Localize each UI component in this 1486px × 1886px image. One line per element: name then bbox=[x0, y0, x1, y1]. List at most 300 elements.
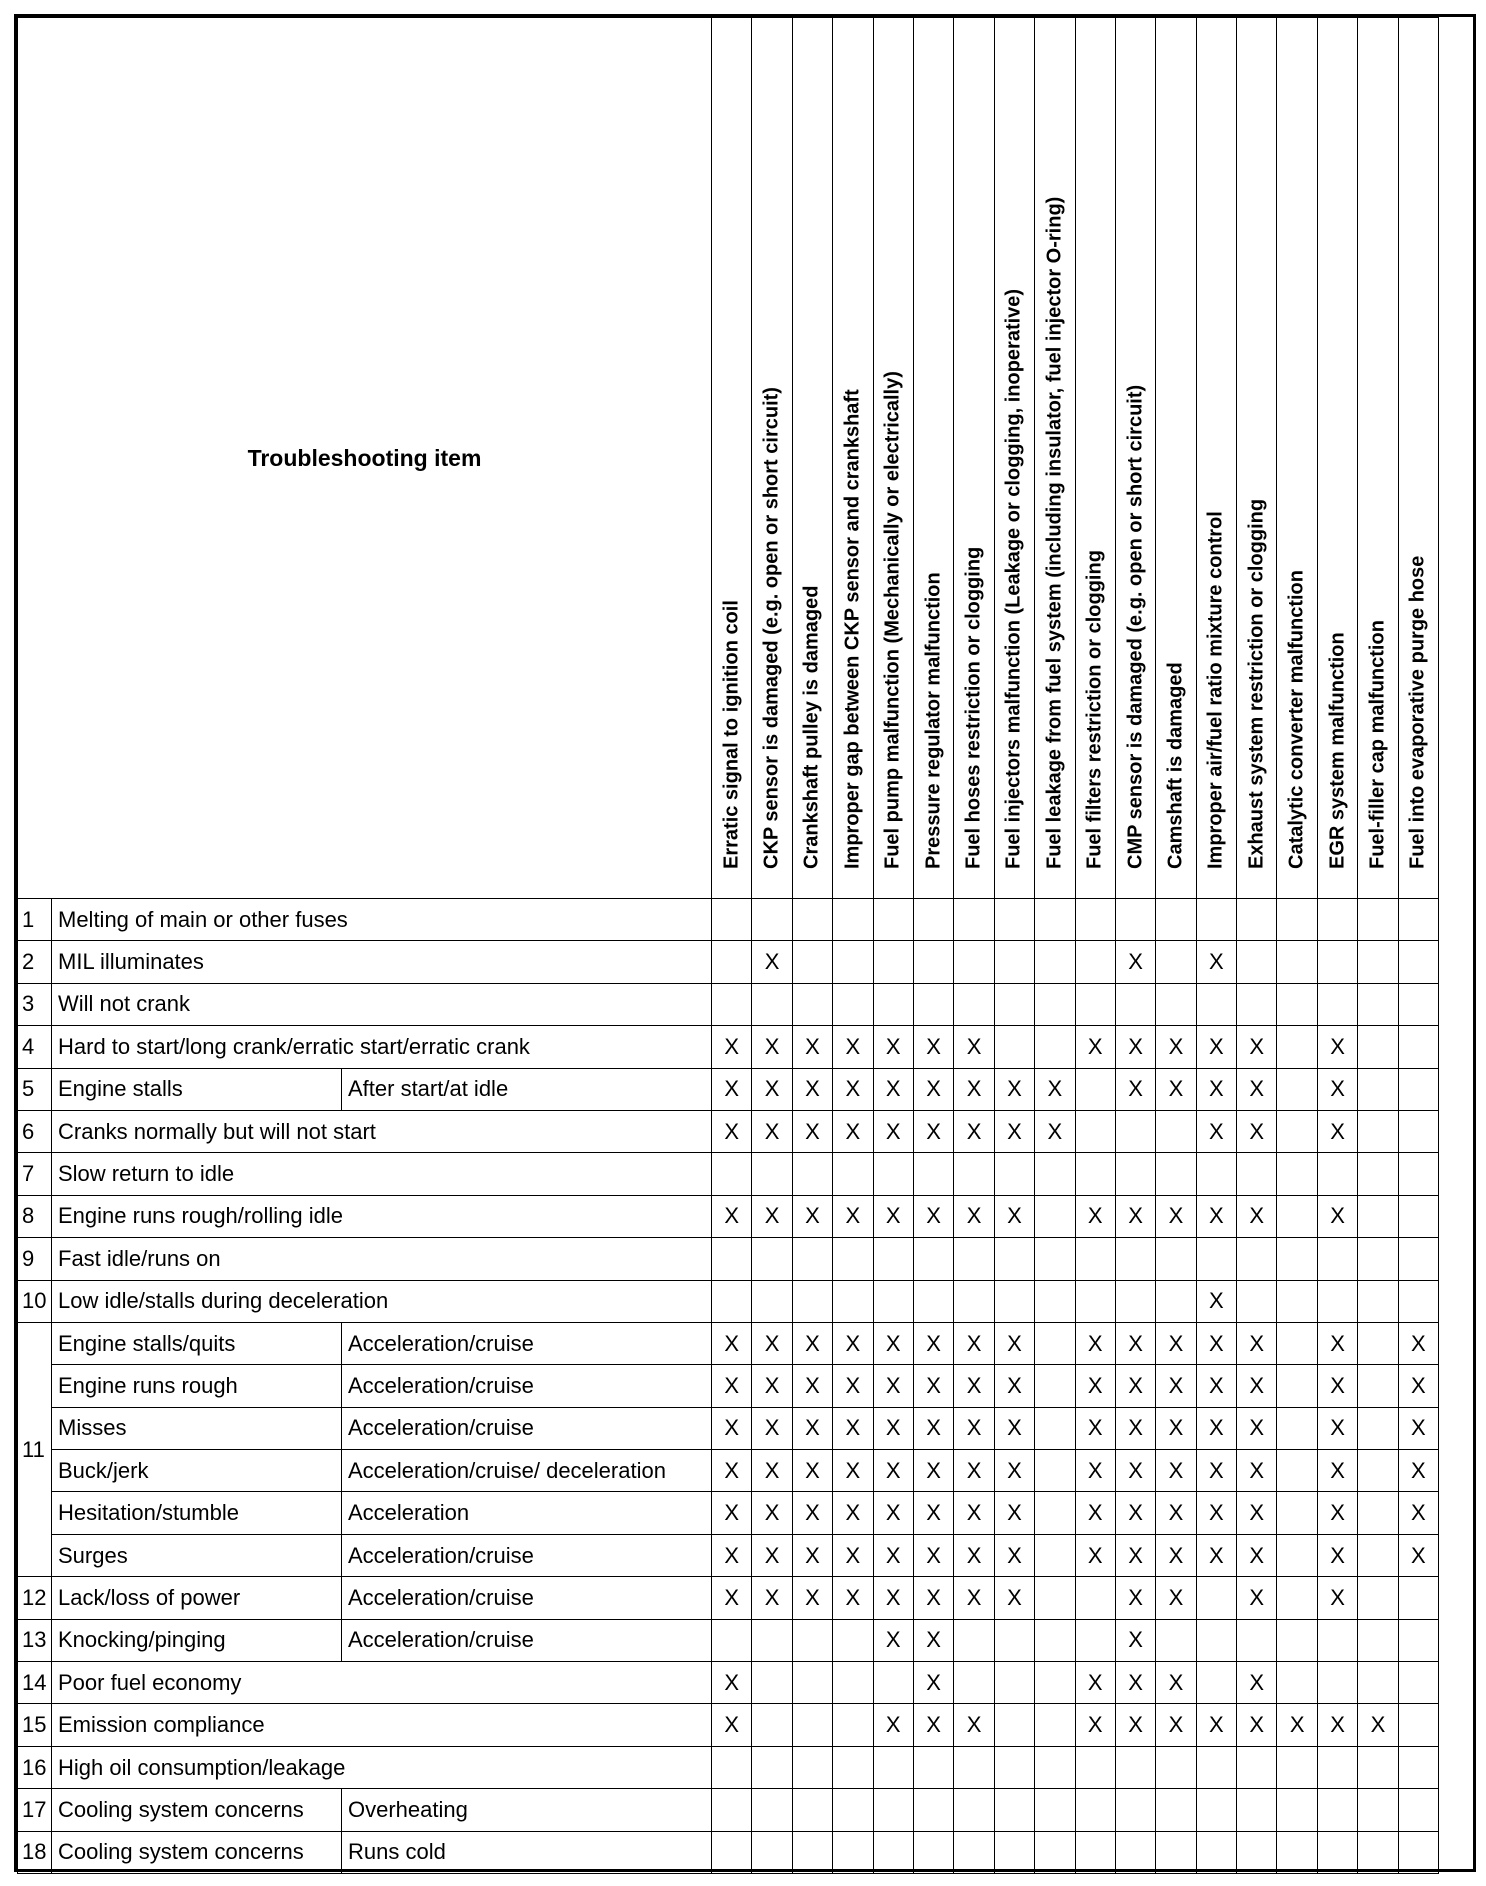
cause-mark: X bbox=[1237, 1704, 1277, 1746]
cause-mark: X bbox=[1196, 1110, 1236, 1152]
cause-mark: X bbox=[1398, 1450, 1438, 1492]
cause-header bbox=[913, 18, 953, 899]
cause-mark bbox=[873, 1789, 913, 1831]
troubleshooting-item: Lack/loss of power bbox=[52, 1577, 342, 1619]
cause-mark: X bbox=[1196, 1704, 1236, 1746]
cause-mark bbox=[792, 1153, 832, 1195]
cause-mark bbox=[1196, 1746, 1236, 1788]
cause-mark: X bbox=[1156, 1026, 1196, 1068]
cause-mark bbox=[1156, 1153, 1196, 1195]
cause-mark bbox=[954, 1831, 994, 1873]
cause-mark: X bbox=[1156, 1704, 1196, 1746]
cause-mark bbox=[873, 1831, 913, 1873]
troubleshooting-item-header: Troubleshooting item bbox=[18, 18, 712, 899]
item-condition: Acceleration/cruise bbox=[342, 1365, 712, 1407]
cause-mark bbox=[1115, 899, 1155, 941]
cause-mark: X bbox=[994, 1195, 1034, 1237]
cause-mark bbox=[1358, 1789, 1398, 1831]
item-condition: Runs cold bbox=[342, 1831, 712, 1873]
cause-mark bbox=[1277, 1153, 1317, 1195]
cause-mark: X bbox=[1317, 1534, 1357, 1576]
cause-mark: X bbox=[752, 1577, 792, 1619]
cause-mark bbox=[752, 899, 792, 941]
cause-mark bbox=[1277, 1450, 1317, 1492]
cause-header-label: Erratic signal to ignition coil bbox=[720, 600, 743, 869]
cause-mark: X bbox=[873, 1322, 913, 1364]
cause-mark: X bbox=[712, 1068, 752, 1110]
cause-mark: X bbox=[712, 1662, 752, 1704]
cause-mark: X bbox=[752, 1450, 792, 1492]
cause-mark: X bbox=[752, 941, 792, 983]
troubleshooting-item: Poor fuel economy bbox=[52, 1662, 712, 1704]
troubleshooting-item: Melting of main or other fuses bbox=[52, 899, 712, 941]
cause-mark bbox=[752, 1746, 792, 1788]
cause-header bbox=[1075, 18, 1115, 899]
cause-mark: X bbox=[1398, 1407, 1438, 1449]
cause-mark: X bbox=[712, 1577, 752, 1619]
cause-mark: X bbox=[994, 1492, 1034, 1534]
table-row bbox=[18, 1450, 1439, 1492]
cause-header-label: Fuel pump malfunction (Mechanically or electrically) bbox=[881, 371, 904, 869]
cause-mark bbox=[1115, 1110, 1155, 1152]
cause-mark bbox=[873, 941, 913, 983]
cause-mark bbox=[1035, 983, 1075, 1025]
cause-mark: X bbox=[1196, 1068, 1236, 1110]
item-condition: After start/at idle bbox=[342, 1068, 712, 1110]
cause-mark bbox=[752, 1704, 792, 1746]
cause-mark bbox=[1398, 1026, 1438, 1068]
cause-mark: X bbox=[712, 1195, 752, 1237]
cause-mark bbox=[1035, 1619, 1075, 1661]
cause-mark bbox=[1237, 1153, 1277, 1195]
cause-mark: X bbox=[1237, 1322, 1277, 1364]
cause-mark bbox=[1358, 1068, 1398, 1110]
cause-mark bbox=[1237, 983, 1277, 1025]
troubleshooting-item: Hard to start/long crank/erratic start/erratic crank bbox=[52, 1026, 712, 1068]
cause-mark: X bbox=[1358, 1704, 1398, 1746]
troubleshooting-item: Cooling system concerns bbox=[52, 1789, 342, 1831]
cause-mark: X bbox=[712, 1407, 752, 1449]
troubleshooting-item: Cooling system concerns bbox=[52, 1831, 342, 1873]
cause-mark bbox=[833, 941, 873, 983]
cause-mark bbox=[1398, 899, 1438, 941]
cause-mark bbox=[873, 1280, 913, 1322]
cause-mark bbox=[1156, 1789, 1196, 1831]
cause-mark bbox=[1156, 1280, 1196, 1322]
cause-mark: X bbox=[1196, 1365, 1236, 1407]
cause-mark bbox=[833, 1831, 873, 1873]
cause-mark bbox=[954, 1746, 994, 1788]
cause-mark bbox=[1277, 1577, 1317, 1619]
cause-mark bbox=[1398, 1619, 1438, 1661]
cause-mark bbox=[1156, 983, 1196, 1025]
cause-mark bbox=[1075, 1619, 1115, 1661]
row-number: 2 bbox=[18, 941, 52, 983]
cause-mark bbox=[1035, 1195, 1075, 1237]
cause-mark bbox=[752, 1789, 792, 1831]
table-row bbox=[18, 1534, 1439, 1576]
cause-mark bbox=[752, 1238, 792, 1280]
cause-mark: X bbox=[873, 1026, 913, 1068]
cause-mark bbox=[1237, 899, 1277, 941]
cause-header-label: Fuel into evaporative purge hose bbox=[1406, 555, 1429, 869]
cause-mark: X bbox=[1115, 1450, 1155, 1492]
cause-mark bbox=[712, 1831, 752, 1873]
cause-mark bbox=[1035, 941, 1075, 983]
cause-header bbox=[1196, 18, 1236, 899]
row-number: 10 bbox=[18, 1280, 52, 1322]
troubleshooting-item: High oil consumption/leakage bbox=[52, 1746, 712, 1788]
cause-mark: X bbox=[1237, 1534, 1277, 1576]
cause-mark: X bbox=[1156, 1577, 1196, 1619]
cause-mark: X bbox=[712, 1534, 752, 1576]
row-number: 8 bbox=[18, 1195, 52, 1237]
cause-mark bbox=[1358, 1577, 1398, 1619]
cause-mark: X bbox=[1115, 1322, 1155, 1364]
cause-mark bbox=[994, 1153, 1034, 1195]
cause-mark bbox=[954, 1280, 994, 1322]
cause-mark bbox=[1075, 983, 1115, 1025]
cause-mark bbox=[994, 1704, 1034, 1746]
cause-mark bbox=[1398, 1280, 1438, 1322]
cause-header-label: Catalytic converter malfunction bbox=[1285, 570, 1308, 869]
cause-header bbox=[1156, 18, 1196, 899]
cause-mark bbox=[1035, 1026, 1075, 1068]
cause-header bbox=[1317, 18, 1357, 899]
cause-mark bbox=[1358, 1534, 1398, 1576]
cause-mark bbox=[1196, 1831, 1236, 1873]
cause-mark: X bbox=[792, 1534, 832, 1576]
row-number: 7 bbox=[18, 1153, 52, 1195]
cause-mark: X bbox=[1156, 1195, 1196, 1237]
cause-mark bbox=[1156, 899, 1196, 941]
cause-mark bbox=[792, 983, 832, 1025]
cause-mark bbox=[1035, 899, 1075, 941]
cause-mark bbox=[1156, 1831, 1196, 1873]
cause-mark: X bbox=[1196, 941, 1236, 983]
cause-header bbox=[1237, 18, 1277, 899]
cause-mark bbox=[1277, 1026, 1317, 1068]
cause-mark: X bbox=[994, 1407, 1034, 1449]
item-condition: Acceleration/cruise bbox=[342, 1577, 712, 1619]
cause-mark: X bbox=[792, 1577, 832, 1619]
cause-mark: X bbox=[792, 1195, 832, 1237]
cause-mark bbox=[1398, 1068, 1438, 1110]
troubleshooting-item: Cranks normally but will not start bbox=[52, 1110, 712, 1152]
cause-header bbox=[1277, 18, 1317, 899]
cause-mark bbox=[1277, 1619, 1317, 1661]
cause-mark: X bbox=[954, 1534, 994, 1576]
cause-mark bbox=[1075, 1831, 1115, 1873]
cause-mark: X bbox=[1115, 1068, 1155, 1110]
cause-mark: X bbox=[1075, 1407, 1115, 1449]
row-number: 17 bbox=[18, 1789, 52, 1831]
cause-mark bbox=[1277, 1110, 1317, 1152]
row-number: 6 bbox=[18, 1110, 52, 1152]
cause-mark bbox=[1358, 1238, 1398, 1280]
cause-mark: X bbox=[1156, 1450, 1196, 1492]
cause-mark: X bbox=[1317, 1322, 1357, 1364]
cause-mark: X bbox=[752, 1322, 792, 1364]
cause-mark bbox=[1358, 1280, 1398, 1322]
cause-mark bbox=[1075, 899, 1115, 941]
cause-header bbox=[994, 18, 1034, 899]
cause-mark bbox=[1035, 1322, 1075, 1364]
cause-mark: X bbox=[873, 1534, 913, 1576]
cause-mark bbox=[1358, 1492, 1398, 1534]
cause-mark bbox=[1398, 1789, 1438, 1831]
row-number: 11 bbox=[18, 1322, 52, 1576]
cause-mark: X bbox=[712, 1450, 752, 1492]
item-condition: Acceleration/cruise/ deceleration bbox=[342, 1450, 712, 1492]
cause-mark: X bbox=[954, 1195, 994, 1237]
cause-header bbox=[873, 18, 913, 899]
cause-mark: X bbox=[1317, 1026, 1357, 1068]
cause-mark bbox=[1035, 1153, 1075, 1195]
cause-mark: X bbox=[994, 1365, 1034, 1407]
cause-mark bbox=[873, 1746, 913, 1788]
cause-mark: X bbox=[1075, 1195, 1115, 1237]
row-number: 18 bbox=[18, 1831, 52, 1873]
cause-mark: X bbox=[1237, 1577, 1277, 1619]
cause-mark bbox=[1115, 983, 1155, 1025]
cause-mark: X bbox=[1398, 1534, 1438, 1576]
row-number: 14 bbox=[18, 1662, 52, 1704]
cause-mark bbox=[833, 1789, 873, 1831]
row-number: 3 bbox=[18, 983, 52, 1025]
cause-mark bbox=[792, 1280, 832, 1322]
cause-mark bbox=[1277, 941, 1317, 983]
cause-mark: X bbox=[792, 1407, 832, 1449]
cause-mark bbox=[1196, 983, 1236, 1025]
cause-mark: X bbox=[954, 1577, 994, 1619]
table-row bbox=[18, 1322, 1439, 1364]
cause-mark bbox=[1156, 941, 1196, 983]
cause-mark: X bbox=[1317, 1110, 1357, 1152]
cause-mark bbox=[1237, 1280, 1277, 1322]
cause-mark bbox=[712, 941, 752, 983]
cause-mark bbox=[1317, 1153, 1357, 1195]
cause-mark: X bbox=[833, 1534, 873, 1576]
cause-mark bbox=[1277, 1365, 1317, 1407]
cause-mark bbox=[1075, 1068, 1115, 1110]
troubleshooting-item: Knocking/pinging bbox=[52, 1619, 342, 1661]
cause-mark bbox=[1035, 1407, 1075, 1449]
cause-mark bbox=[833, 983, 873, 1025]
cause-mark bbox=[1398, 1746, 1438, 1788]
cause-mark bbox=[792, 941, 832, 983]
table-row bbox=[18, 1068, 1439, 1110]
cause-mark bbox=[1035, 1492, 1075, 1534]
cause-mark bbox=[1277, 1322, 1317, 1364]
cause-mark bbox=[833, 1280, 873, 1322]
cause-mark bbox=[913, 983, 953, 1025]
cause-mark: X bbox=[1317, 1577, 1357, 1619]
table-row bbox=[18, 1026, 1439, 1068]
cause-header bbox=[752, 18, 792, 899]
cause-mark bbox=[1277, 1068, 1317, 1110]
cause-mark bbox=[994, 1789, 1034, 1831]
cause-mark: X bbox=[752, 1068, 792, 1110]
cause-mark bbox=[1237, 941, 1277, 983]
cause-mark bbox=[712, 1789, 752, 1831]
cause-mark bbox=[1358, 1619, 1398, 1661]
cause-mark bbox=[1035, 1365, 1075, 1407]
cause-mark bbox=[1156, 1238, 1196, 1280]
cause-mark: X bbox=[954, 1365, 994, 1407]
cause-mark: X bbox=[1317, 1195, 1357, 1237]
cause-mark: X bbox=[1156, 1068, 1196, 1110]
cause-mark: X bbox=[1237, 1068, 1277, 1110]
cause-header-label: Fuel-filler cap malfunction bbox=[1366, 620, 1389, 869]
cause-mark bbox=[1237, 1746, 1277, 1788]
cause-mark: X bbox=[1277, 1704, 1317, 1746]
item-condition: Acceleration/cruise bbox=[342, 1619, 712, 1661]
cause-mark bbox=[792, 1831, 832, 1873]
item-condition: Acceleration bbox=[342, 1492, 712, 1534]
cause-mark bbox=[833, 1704, 873, 1746]
cause-mark: X bbox=[1075, 1450, 1115, 1492]
cause-mark: X bbox=[994, 1577, 1034, 1619]
cause-mark bbox=[1196, 1619, 1236, 1661]
cause-header-label: Fuel hoses restriction or clogging bbox=[962, 546, 985, 869]
cause-mark bbox=[1317, 1831, 1357, 1873]
cause-mark bbox=[1277, 899, 1317, 941]
cause-mark: X bbox=[913, 1195, 953, 1237]
cause-mark: X bbox=[954, 1068, 994, 1110]
cause-mark bbox=[1035, 1450, 1075, 1492]
troubleshooting-item: Engine stalls bbox=[52, 1068, 342, 1110]
cause-mark: X bbox=[954, 1450, 994, 1492]
cause-mark: X bbox=[1075, 1662, 1115, 1704]
cause-mark bbox=[1115, 1789, 1155, 1831]
cause-mark: X bbox=[913, 1534, 953, 1576]
cause-mark: X bbox=[792, 1450, 832, 1492]
cause-mark bbox=[1277, 1492, 1317, 1534]
cause-mark bbox=[954, 1153, 994, 1195]
cause-mark: X bbox=[792, 1026, 832, 1068]
cause-mark bbox=[1398, 983, 1438, 1025]
cause-mark bbox=[1035, 1280, 1075, 1322]
cause-mark: X bbox=[1156, 1492, 1196, 1534]
cause-mark: X bbox=[752, 1492, 792, 1534]
cause-mark: X bbox=[913, 1026, 953, 1068]
cause-header bbox=[954, 18, 994, 899]
troubleshooting-item: Engine runs rough/rolling idle bbox=[52, 1195, 712, 1237]
cause-mark: X bbox=[954, 1407, 994, 1449]
cause-mark bbox=[1317, 941, 1357, 983]
cause-mark: X bbox=[1237, 1026, 1277, 1068]
cause-mark: X bbox=[1075, 1534, 1115, 1576]
cause-mark bbox=[833, 1619, 873, 1661]
cause-mark bbox=[913, 1831, 953, 1873]
cause-mark bbox=[792, 1238, 832, 1280]
table-row bbox=[18, 1619, 1439, 1661]
table-row bbox=[18, 1492, 1439, 1534]
cause-mark bbox=[954, 1789, 994, 1831]
cause-mark: X bbox=[792, 1365, 832, 1407]
row-number: 16 bbox=[18, 1746, 52, 1788]
cause-mark: X bbox=[994, 1450, 1034, 1492]
troubleshooting-item: Fast idle/runs on bbox=[52, 1238, 712, 1280]
cause-mark bbox=[1317, 1280, 1357, 1322]
cause-mark: X bbox=[1156, 1662, 1196, 1704]
cause-mark: X bbox=[833, 1110, 873, 1152]
cause-mark: X bbox=[1115, 1577, 1155, 1619]
cause-mark: X bbox=[994, 1068, 1034, 1110]
cause-mark: X bbox=[1075, 1322, 1115, 1364]
cause-mark bbox=[1358, 899, 1398, 941]
cause-mark: X bbox=[1317, 1068, 1357, 1110]
cause-mark: X bbox=[712, 1110, 752, 1152]
cause-mark: X bbox=[752, 1195, 792, 1237]
cause-mark: X bbox=[1237, 1450, 1277, 1492]
cause-mark: X bbox=[954, 1322, 994, 1364]
cause-mark: X bbox=[1035, 1068, 1075, 1110]
cause-mark bbox=[1277, 983, 1317, 1025]
row-number: 5 bbox=[18, 1068, 52, 1110]
cause-mark bbox=[1358, 941, 1398, 983]
cause-mark bbox=[1358, 1153, 1398, 1195]
cause-mark bbox=[752, 1153, 792, 1195]
table-row bbox=[18, 1110, 1439, 1152]
cause-mark: X bbox=[873, 1195, 913, 1237]
cause-mark bbox=[1237, 1831, 1277, 1873]
cause-header-label: Fuel injectors malfunction (Leakage or clogging, inoperative) bbox=[1002, 288, 1025, 869]
cause-mark bbox=[752, 1662, 792, 1704]
cause-mark: X bbox=[994, 1534, 1034, 1576]
cause-mark bbox=[1035, 1577, 1075, 1619]
cause-mark bbox=[1398, 1195, 1438, 1237]
cause-mark: X bbox=[1398, 1365, 1438, 1407]
cause-mark bbox=[913, 1746, 953, 1788]
cause-mark: X bbox=[833, 1068, 873, 1110]
cause-mark bbox=[752, 983, 792, 1025]
cause-mark bbox=[1358, 1407, 1398, 1449]
cause-mark bbox=[1398, 1662, 1438, 1704]
cause-mark bbox=[1358, 1026, 1398, 1068]
cause-mark: X bbox=[1115, 1365, 1155, 1407]
table-row bbox=[18, 1662, 1439, 1704]
cause-mark bbox=[1398, 941, 1438, 983]
cause-mark bbox=[1156, 1619, 1196, 1661]
cause-mark bbox=[1317, 1746, 1357, 1788]
cause-mark: X bbox=[712, 1026, 752, 1068]
cause-mark: X bbox=[1196, 1322, 1236, 1364]
cause-mark bbox=[1075, 1746, 1115, 1788]
cause-header-label: Fuel leakage from fuel system (including insulator, fuel injector O-ring) bbox=[1043, 196, 1066, 869]
troubleshooting-item: Hesitation/stumble bbox=[52, 1492, 342, 1534]
troubleshooting-item: Engine stalls/quits bbox=[52, 1322, 342, 1364]
cause-mark: X bbox=[954, 1492, 994, 1534]
table-row bbox=[18, 1746, 1439, 1788]
cause-mark bbox=[913, 1238, 953, 1280]
cause-mark: X bbox=[792, 1110, 832, 1152]
cause-mark bbox=[994, 1619, 1034, 1661]
cause-header-label: Crankshaft pulley is damaged bbox=[800, 585, 823, 869]
cause-header bbox=[833, 18, 873, 899]
cause-mark: X bbox=[712, 1492, 752, 1534]
cause-header bbox=[1035, 18, 1075, 899]
cause-mark bbox=[1035, 1238, 1075, 1280]
cause-mark: X bbox=[1317, 1492, 1357, 1534]
cause-mark bbox=[792, 1704, 832, 1746]
cause-mark bbox=[954, 1662, 994, 1704]
cause-mark bbox=[873, 983, 913, 1025]
cause-mark: X bbox=[1156, 1534, 1196, 1576]
table-row bbox=[18, 1280, 1439, 1322]
cause-mark: X bbox=[1115, 1407, 1155, 1449]
